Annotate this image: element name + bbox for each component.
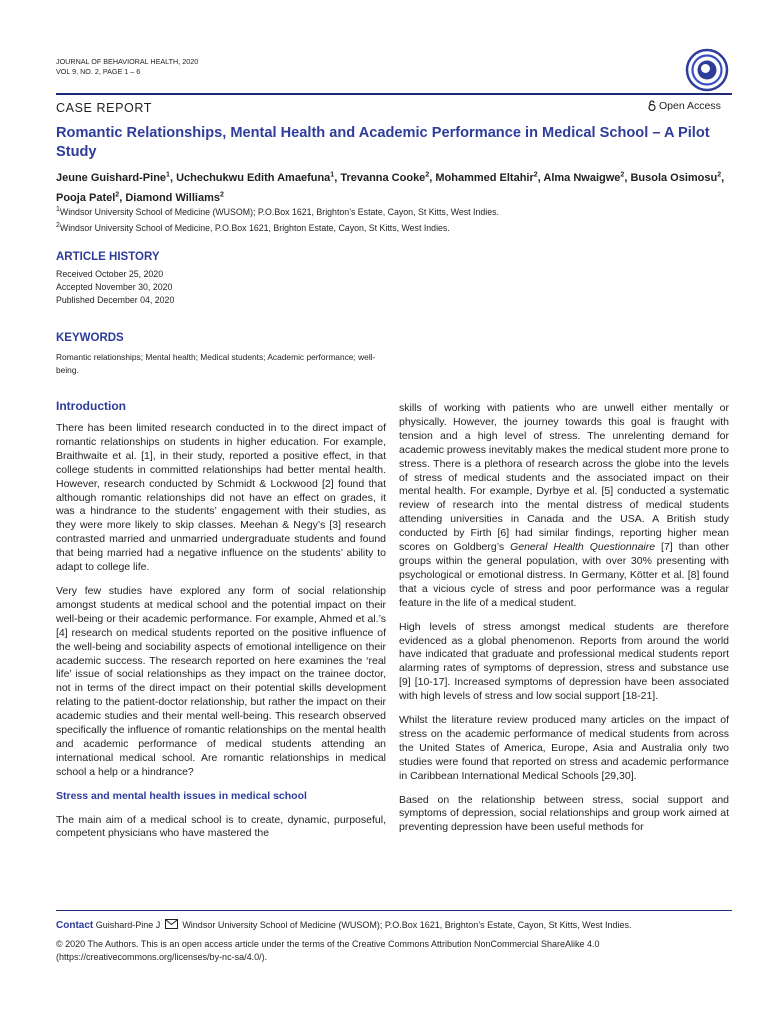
left-column xyxy=(56,422,386,851)
paragraph: Whilst the literature review produced many articles on the impact of stress on the academic performance of medical students from across the United States of America, Europe, Asia and Australia only two studies were found that reported on stress and academic performance in Caribbean International Medical Schools [29,30]. xyxy=(399,714,729,782)
author: Pooja Patel$^2$, xyxy=(56,191,126,205)
author: Jeune Guishard-Pine$^1$, xyxy=(56,171,177,184)
author: Trevanna Cooke$^2$, xyxy=(340,171,436,184)
article-history xyxy=(56,268,174,307)
affiliation: $^1$Windsor University School of Medicine (WUSOM); P.O.Box 1621, Brighton’s Estate, Cayon, St Kitts, West Indies. xyxy=(56,206,499,217)
email-icon[interactable] xyxy=(165,919,178,929)
introduction-heading: Introduction xyxy=(56,399,126,413)
received-date: Received October 25, 2020 xyxy=(56,269,164,279)
footer-divider xyxy=(56,910,732,911)
keywords-list: Romantic relationships; Mental health; Medical students; Academic performance; well-being. xyxy=(56,352,376,375)
journal-name: JOURNAL OF BEHAVIORAL HEALTH, 2020 xyxy=(56,57,199,66)
author: Mohammed Eltahir$^2$, xyxy=(435,171,544,184)
paragraph: High levels of stress amongst medical students are therefore evidenced as a global phenomenon. Reports from around the world have indicated that graduate and professional medical students report alarming rates of symptoms of depression, stress and substance use [9] [10-17]. Increased symptoms of depression have been associated with high levels of stress and low social support [18-21]. xyxy=(399,620,729,703)
open-lock-icon xyxy=(648,100,656,111)
affiliations xyxy=(56,203,726,235)
article-type: CASE REPORT xyxy=(56,101,152,115)
affiliation: $^2$Windsor University School of Medicine, P.O.Box 1621, Brighton Estate, Cayon, St Kitts, West Indies. xyxy=(56,221,450,233)
author: Uchechukwu Edith Amaefuna$^1$, xyxy=(176,171,341,184)
author-list xyxy=(56,166,726,207)
open-access-badge xyxy=(648,100,721,112)
contact-info xyxy=(56,919,736,932)
journal-logo-icon xyxy=(685,48,729,92)
contact-address: Windsor University School of Medicine (WUSOM); P.O.Box 1621, Brighton’s Estate, Cayon, St Kitts, West Indies. xyxy=(182,920,632,930)
contact-label: Contact xyxy=(56,920,94,931)
right-column xyxy=(399,402,729,845)
author: Busola Osimosu$^2$, xyxy=(630,171,725,184)
article-history-heading: ARTICLE HISTORY xyxy=(56,251,160,263)
paragraph: Very few studies have explored any form of social relationship amongst students at medical school and the potential impact on their well-being or their academic performance. For example, Ahmed et al.’s [4] research on medical students reported on the positive influence of the well-being and sociability aspects of emotional intelligence on their academic success. The research reported on here examines the ‘real life’ issue of social relationships as they impact on the trainee doctor, not in terms of the direct impact on their potential skills development relating to the patient-doctor relationship, but rather the impact on their academic studies and their mental well-being. This research observed specifically the influence of romantic relationships on the mental health and academic performance of medical students attending an international medical school. Are romantic relationships in medical school a help or a hindrance? xyxy=(56,584,386,778)
questionnaire-title: General Health Questionnaire xyxy=(510,541,656,554)
author: Alma Nwaigwe$^2$, xyxy=(543,171,631,184)
article-title: Romantic Relationships, Mental Health and Academic Performance in Medical School – A Pilot Study xyxy=(56,125,710,160)
accepted-date: Accepted November 30, 2020 xyxy=(56,282,173,292)
journal-info xyxy=(56,57,198,77)
paragraph: There has been limited research conducted in to the direct impact of romantic relationships on students in higher education. For example, Braithwaite et al. [1], in their study, reported a positive effect, in that college students in committed relationships had better mental health. However, research conducted by Schmidt & Lockwood [2] found that although romantic relationships did not have an effect on grades, it was a hindrance to the students’ engagement with their studies, as they were more likely to skip classes. Meehan & Negy’s [3] research contrasted married and unmarried undergraduate students and found that being married had a negative influence on the students’ ability to adapt to college life. xyxy=(56,422,386,574)
published-date: Published December 04, 2020 xyxy=(56,295,175,305)
license-text: © 2020 The Authors. This is an open access article under the terms of the Creative Commons Attribution NonCommercial ShareAlike 4.0 (https://creativecommons.org/licenses/by-nc-sa/4.0/). xyxy=(56,939,600,962)
section-subheading: Stress and mental health issues in medical school xyxy=(56,789,307,802)
open-access-label: Open Access xyxy=(659,100,721,112)
journal-volume: VOL 9, NO. 2, PAGE 1 – 6 xyxy=(56,67,141,76)
author: Diamond Williams$^2$ xyxy=(125,191,224,205)
paragraph: skills of working with patients who are unwell either mentally or physically. However, the journey towards this goal is fraught with tension and a high level of stress. The unrelenting demand for academic prowess inevitably makes the medical student more prone to stress. There is a plethora of research across the globe into the levels of stress of medical students and the associated impact on their mental health. For example, Dyrbye et al. [5] conducted a systematic review of research into the mental distress of medical students attending universities in Canada and the USA. A British study conducted by Firth [6] had similar findings, reporting higher mean scores on Goldberg’s General Health Questionnaire [7] than other groups within the general population, with over 30% presenting with psychological or emotional distress. In Germany, Kötter et al. [8] found that a vicious cycle of stress and poor performance was a regular feature in the life of a medical student. xyxy=(399,402,729,609)
contact-name: Guishard-Pine J xyxy=(95,920,161,930)
keywords-heading: KEYWORDS xyxy=(56,332,124,344)
paragraph: The main aim of a medical school is to create, dynamic, purposeful, competent physicians who have mastered the xyxy=(56,813,386,840)
header-divider xyxy=(56,93,732,95)
paragraph: Based on the relationship between stress, social support and symptoms of depression, social relationships and group work aimed at preventing depression have been useful methods for xyxy=(399,793,729,834)
